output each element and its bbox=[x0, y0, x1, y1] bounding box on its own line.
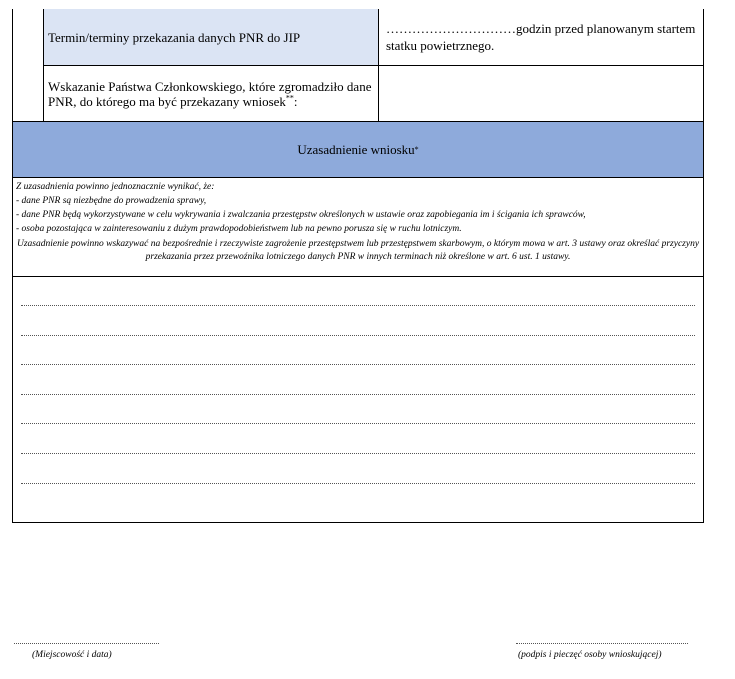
dotted-line bbox=[21, 305, 695, 306]
hours-fill-dots: ………………………… bbox=[386, 21, 516, 36]
member-state-label: Wskazanie Państwa Członkowskiego, które zgromadziło dane PNR, do którego ma być przekazany wniosek**: bbox=[44, 66, 379, 121]
form-table bbox=[12, 9, 704, 523]
signature-line bbox=[516, 643, 688, 644]
hours-fill-text: godzin przed planowanym startem statku powietrznego. bbox=[386, 21, 696, 53]
transfer-deadline-field[interactable] bbox=[380, 9, 703, 65]
place-date-label: (Miejscowość i data) bbox=[32, 650, 112, 660]
dotted-line bbox=[21, 364, 695, 365]
dotted-line bbox=[21, 394, 695, 395]
justification-text-area[interactable] bbox=[13, 277, 703, 523]
justification-instructions bbox=[13, 178, 703, 277]
instructions-intro: Z uzasadnienia powinno jednoznacznie wynikać, że: bbox=[16, 182, 215, 192]
signature-label: (podpis i pieczęć osoby wnioskującej) bbox=[518, 650, 662, 660]
dotted-line bbox=[21, 335, 695, 336]
member-state-row bbox=[44, 66, 703, 121]
transfer-deadline-row bbox=[44, 9, 703, 66]
justification-header: Uzasadnienie wniosku * bbox=[13, 122, 703, 178]
dotted-line bbox=[21, 483, 695, 484]
instructions-note: Uzasadnienie powinno wskazywać na bezpośrednie i rzeczywiste zagrożenie przestępstwem lub przestępstwem skarbowym, o którym mowa w art. 3 ustawy oraz określać przyczyny przekazania przez przewoźnika lotniczego danych PNR w innych terminach niż określone w art. 6 ust. 1 ustawy. bbox=[16, 239, 700, 262]
instruction-bullet: - dane PNR będą wykorzystywane w celu wykrywania i zwalczania przestępstw określonych w ustawie oraz zapobiegania im i ścigania ich sprawców, bbox=[16, 210, 586, 220]
instruction-bullet: - dane PNR są niezbędne do prowadzenia sprawy, bbox=[16, 196, 207, 206]
transfer-details-section bbox=[13, 9, 703, 122]
instruction-bullet: - osoba pozostająca w zainteresowaniu z dużym prawdopodobieństwem lub na pewno porusza się w ruchu lotniczym. bbox=[16, 224, 462, 234]
place-date-line bbox=[14, 643, 159, 644]
member-state-field[interactable] bbox=[380, 66, 703, 121]
justification-title: Uzasadnienie wniosku bbox=[297, 141, 415, 157]
dotted-line bbox=[21, 423, 695, 424]
dotted-line bbox=[21, 453, 695, 454]
transfer-deadline-label: Termin/terminy przekazania danych PNR do JIP bbox=[44, 9, 379, 65]
row-number-gutter bbox=[13, 9, 44, 121]
